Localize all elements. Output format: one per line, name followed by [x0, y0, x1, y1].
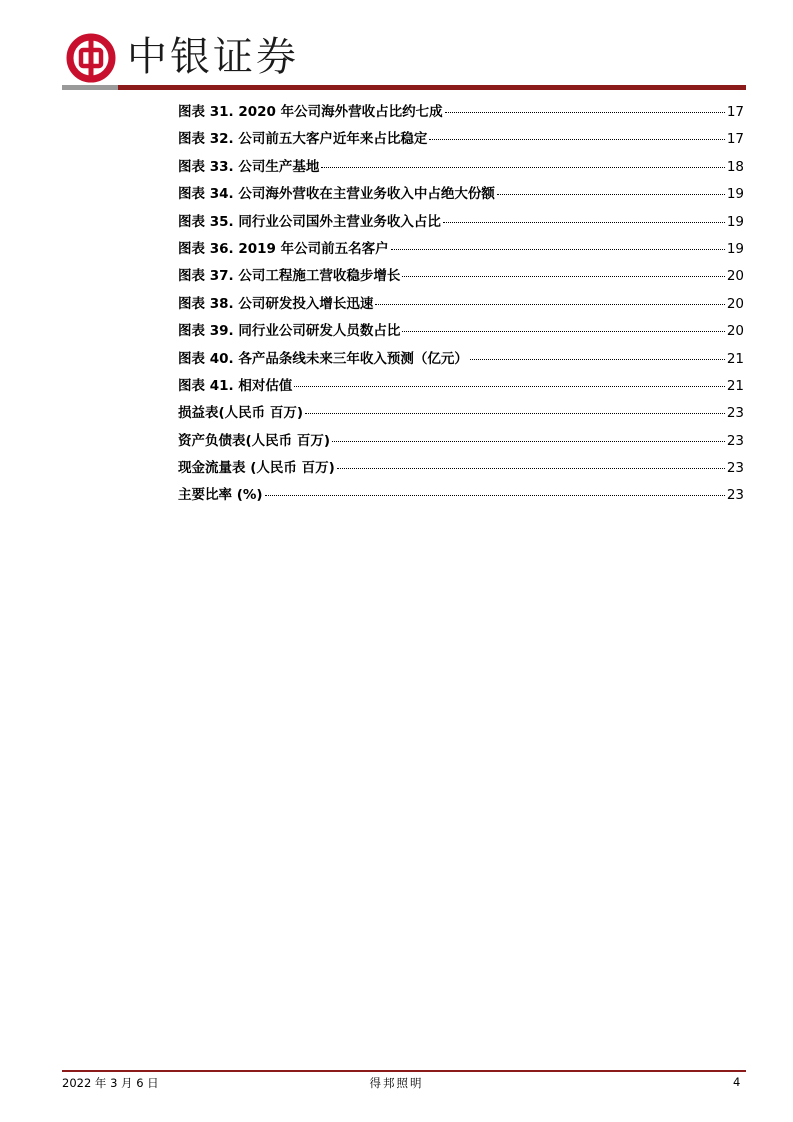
- toc-leader-dots: [402, 276, 724, 277]
- toc-entry-page: 20: [726, 268, 744, 285]
- toc-entry-title: 损益表(人民币 百万): [178, 405, 304, 422]
- toc-leader-dots: [265, 495, 725, 496]
- toc-leader-dots: [375, 304, 724, 305]
- toc-entry-title: 图表 40. 各产品条线未来三年收入预测（亿元）: [178, 350, 468, 367]
- toc-entry[interactable]: [178, 100, 744, 127]
- toc-entry[interactable]: [178, 237, 744, 264]
- toc-entry[interactable]: [178, 347, 744, 374]
- toc-entry-title: 图表 32. 公司前五大客户近年来占比稳定: [178, 131, 428, 148]
- toc-entry-page: 21: [726, 377, 744, 394]
- toc-entry-page: 21: [726, 350, 744, 367]
- toc-leader-dots: [402, 331, 724, 332]
- toc-leader-dots: [429, 139, 724, 140]
- toc-leader-dots: [294, 386, 724, 387]
- toc-entry-title: 图表 35. 同行业公司国外主营业务收入占比: [178, 213, 441, 230]
- toc-entry-title: 主要比率 (%): [178, 487, 263, 504]
- toc-entry-page: 19: [726, 186, 744, 203]
- toc-leader-dots: [497, 194, 725, 195]
- footer-rule: [62, 1070, 746, 1072]
- toc-entry-page: 23: [726, 460, 744, 477]
- toc-leader-dots: [445, 112, 725, 113]
- toc-entry-title: 图表 34. 公司海外营收在主营业务收入中占绝大份额: [178, 186, 495, 203]
- header-rule: [62, 85, 746, 90]
- toc-entry-title: 图表 36. 2019 年公司前五名客户: [178, 240, 389, 257]
- toc-entry[interactable]: [178, 155, 744, 182]
- toc-leader-dots: [443, 222, 725, 223]
- toc-entry-page: 19: [726, 213, 744, 230]
- toc-entry-title: 图表 31. 2020 年公司海外营收占比约七成: [178, 104, 443, 120]
- toc-entry-page: 17: [726, 131, 744, 148]
- bank-of-china-logo-icon: [66, 33, 116, 83]
- toc-entry[interactable]: [178, 292, 744, 319]
- toc-leader-dots: [332, 441, 725, 442]
- toc-entry-page: 18: [726, 158, 744, 175]
- toc-entry[interactable]: [178, 210, 744, 237]
- toc-leader-dots: [391, 249, 725, 250]
- toc-entry-title: 图表 33. 公司生产基地: [178, 158, 320, 175]
- toc-entry-page: 17: [726, 104, 744, 120]
- toc-entry-page: 23: [726, 487, 744, 504]
- toc-entry-page: 23: [726, 405, 744, 422]
- toc-entry-page: 20: [726, 295, 744, 312]
- toc-leader-dots: [305, 413, 725, 414]
- toc-entry-page: 20: [726, 323, 744, 340]
- table-of-contents: [178, 100, 744, 511]
- brand-name: 中银证券: [127, 34, 299, 80]
- header-rule-accent: [62, 85, 118, 90]
- toc-entry[interactable]: [178, 456, 744, 483]
- toc-entry-page: 19: [726, 240, 744, 257]
- toc-leader-dots: [337, 468, 725, 469]
- page-header: [0, 0, 793, 95]
- footer-date: 2022 年 3 月 6 日: [62, 1076, 159, 1090]
- toc-entry[interactable]: [178, 264, 744, 291]
- toc-entry[interactable]: [178, 374, 744, 401]
- toc-entry[interactable]: [178, 182, 744, 209]
- toc-entry[interactable]: [178, 483, 744, 510]
- toc-entry-title: 图表 38. 公司研发投入增长迅速: [178, 295, 374, 312]
- toc-entry-title: 图表 37. 公司工程施工营收稳步增长: [178, 268, 401, 285]
- footer-company: 得邦照明: [369, 1076, 424, 1090]
- toc-entry-title: 图表 41. 相对估值: [178, 377, 293, 394]
- toc-entry[interactable]: [178, 319, 744, 346]
- toc-leader-dots: [321, 167, 724, 168]
- toc-entry-title: 现金流量表 (人民币 百万): [178, 460, 335, 477]
- toc-entry[interactable]: [178, 127, 744, 154]
- toc-leader-dots: [470, 359, 725, 360]
- toc-entry-title: 资产负债表(人民币 百万): [178, 432, 331, 449]
- toc-entry[interactable]: [178, 401, 744, 428]
- toc-entry-title: 图表 39. 同行业公司研发人员数占比: [178, 323, 401, 340]
- toc-entry-page: 23: [726, 432, 744, 449]
- page-number: 4: [733, 1075, 741, 1089]
- toc-entry[interactable]: [178, 429, 744, 456]
